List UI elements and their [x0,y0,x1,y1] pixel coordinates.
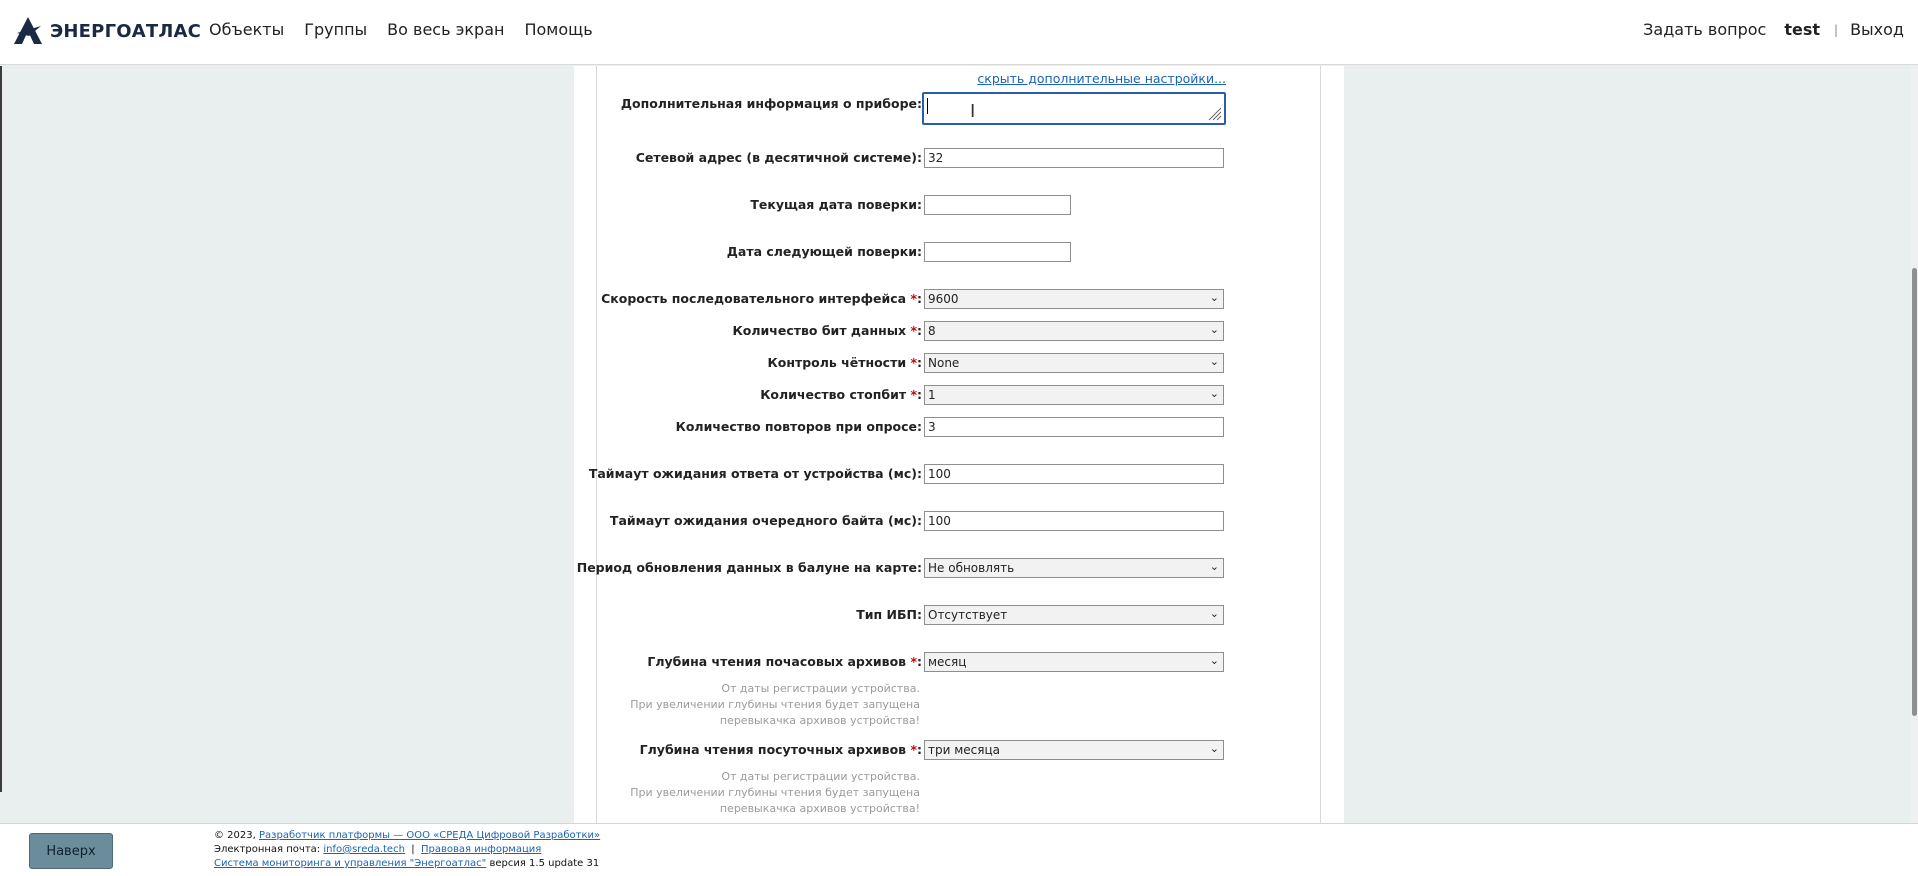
chevron-down-icon: ⌄ [1209,387,1219,400]
row-daily-depth [597,739,1322,761]
parity-select[interactable]: None ⌄ [924,353,1224,373]
logo[interactable] [14,17,201,45]
row-refresh-period [576,557,1322,579]
hourly-depth-label: Глубина чтения почасовых архивов *: [647,654,922,669]
response-timeout-label: Таймаут ожидания ответа от устройства (мс): [588,466,922,481]
extra-info-label: Дополнительная информация о приборе: [620,96,922,111]
hourly-depth-select[interactable]: месяц ⌄ [924,652,1224,672]
data-bits-select[interactable]: 8 ⌄ [924,321,1224,341]
chevron-down-icon: ⌄ [1209,323,1219,336]
retries-input[interactable]: 3 [924,417,1224,437]
row-hourly-depth [597,651,1322,673]
chevron-down-icon: ⌄ [1209,654,1219,667]
email-link[interactable]: info@sreda.tech [323,844,405,855]
row-current-check-date [597,194,1322,216]
daily-depth-hint: От даты регистрации устройства. При увеличении глубины чтения будет запущена перевыкачка архивов устройства! [630,770,920,815]
nav-groups[interactable]: Группы [304,20,368,39]
developer-link[interactable]: Разработчик платформы — ООО «СРЕДА Цифровой Разработки» [259,830,601,841]
response-timeout-input[interactable]: 100 [924,464,1224,484]
chevron-down-icon: ⌄ [1209,607,1219,620]
footer-text [214,829,600,871]
network-address-input[interactable]: 32 [924,148,1224,168]
current-check-date-label: Текущая дата поверки: [750,197,922,212]
daily-depth-label: Глубина чтения посуточных архивов *: [639,742,922,757]
logout-link[interactable]: Выход [1850,20,1904,39]
nav-help[interactable]: Помощь [524,20,593,39]
scroll-top-button[interactable]: Наверх [29,833,113,869]
copyright-text: © 2023, [214,830,256,841]
logo-text: ЭНЕРГОАТЛАС [50,20,202,42]
stop-bits-label: Количество стопбит *: [760,387,922,402]
chevron-down-icon: ⌄ [1209,291,1219,304]
header-right [1643,20,1904,39]
text-caret [927,98,928,114]
next-check-date-input[interactable] [924,242,1071,262]
row-next-check-date [597,241,1322,263]
byte-timeout-label: Таймаут ожидания очередного байта (мс): [609,513,922,528]
top-header [0,0,1918,65]
refresh-period-select[interactable]: Не обновлять ⌄ [924,558,1224,578]
row-extra-info [597,93,1322,122]
retries-label: Количество повторов при опросе: [675,419,922,434]
resize-grip-icon[interactable] [1208,107,1222,121]
legal-info-link[interactable]: Правовая информация [421,844,542,855]
content-page [574,66,1344,823]
left-divider [0,66,2,792]
row-parity [597,352,1322,374]
baud-rate-select[interactable]: 9600 ⌄ [924,289,1224,309]
hide-extra-settings-link[interactable]: скрыть дополнительные настройки... [977,71,1226,86]
email-label: Электронная почта: [214,844,321,855]
network-address-label: Сетевой адрес (в десятичной системе): [635,150,922,165]
daily-depth-select[interactable]: три месяца ⌄ [924,740,1224,760]
extra-info-textarea[interactable] [922,92,1226,125]
user-name[interactable]: test [1784,20,1821,39]
row-byte-timeout [597,510,1322,532]
version-text: версия 1.5 update 31 [489,858,600,869]
next-check-date-label: Дата следующей поверки: [726,244,922,259]
scrollbar-thumb[interactable] [1912,268,1917,716]
system-link[interactable]: Система мониторинга и управления "Энергоатлас" [214,858,487,869]
main-nav [209,20,613,39]
chevron-down-icon: ⌄ [1209,560,1219,573]
row-stop-bits [597,384,1322,406]
byte-timeout-input[interactable]: 100 [924,511,1224,531]
logo-icon [14,17,44,45]
chevron-down-icon: ⌄ [1209,742,1219,755]
current-check-date-input[interactable] [924,195,1071,215]
footer-separator: | [411,844,415,855]
header-separator: | [1834,22,1839,37]
row-baud-rate [597,288,1322,310]
nav-fullscreen[interactable]: Во весь экран [387,20,505,39]
baud-rate-label: Скорость последовательного интерфейса *: [601,291,922,306]
row-data-bits [597,320,1322,342]
chevron-down-icon: ⌄ [1209,355,1219,368]
stop-bits-select[interactable]: 1 ⌄ [924,385,1224,405]
data-bits-label: Количество бит данных *: [732,323,922,338]
row-retries [597,416,1322,438]
parity-label: Контроль чётности *: [767,355,922,370]
refresh-period-label: Период обновления данных в балуне на карте: [576,560,922,575]
ups-type-label: Тип ИБП: [856,607,922,622]
nav-objects[interactable]: Объекты [209,20,285,39]
settings-panel [576,66,1321,823]
ibeam-cursor-icon: Ι [970,101,976,122]
ups-type-select[interactable]: Отсутствует ⌄ [924,605,1224,625]
footer [0,823,1918,876]
row-response-timeout [588,463,1322,485]
row-network-address [597,147,1322,169]
hourly-depth-hint: От даты регистрации устройства. При увеличении глубины чтения будет запущена перевыкачка архивов устройства! [630,682,920,727]
row-ups-type [597,604,1322,626]
ask-question-link[interactable]: Задать вопрос [1643,20,1767,39]
